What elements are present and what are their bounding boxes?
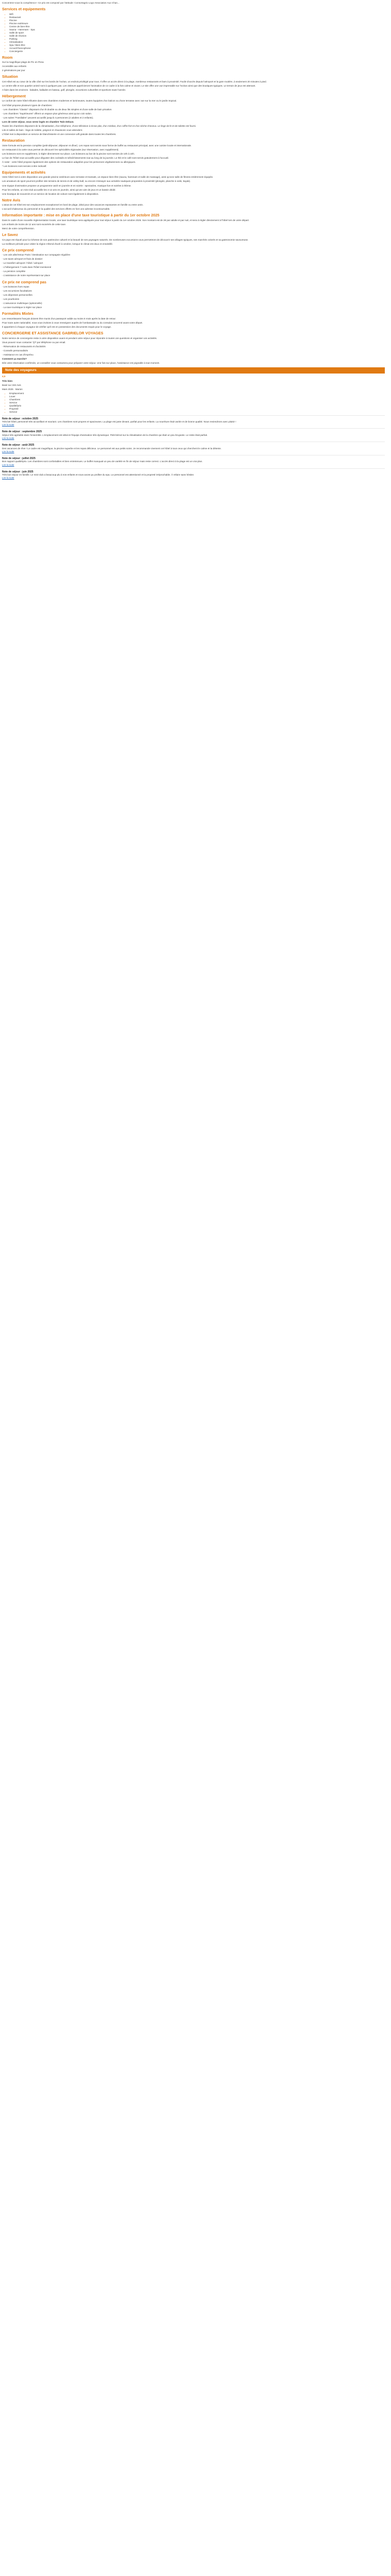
notes-summary (2, 375, 385, 413)
paragraph: - Les dépenses personnelles (2, 294, 32, 297)
read-more-link[interactable]: Lire la suite (2, 450, 14, 453)
review-item (2, 468, 385, 480)
paragraph: Cet hôtel propose plusieurs types de chambres : (2, 104, 53, 107)
paragraph: - Les chambres "Supérieures" offrent un espace plus généreux ainsi qu'un coin salon. (2, 112, 92, 115)
ce-prix-non-title: Ce prix ne comprend pas (2, 279, 46, 284)
service-item: • Piscine (9, 19, 385, 22)
paragraph: - L'assistance de notre représentant sur place (2, 274, 51, 277)
service-item: • Restaurant (9, 16, 385, 19)
notre-avis-title: Notre Avis (2, 197, 21, 202)
review-item (2, 442, 385, 453)
paragraph: Votre hôtel met à votre disposition une grande piscine extérieure avec terrasse et transats, un espace bien-être (sauna, hammam et salle de massage), ainsi qu'une salle de fitness entièrement équipée. (2, 176, 214, 179)
notes-criteria-list (2, 392, 385, 414)
service-item: • Spa / Bien-être (9, 44, 385, 47)
restauration-note: * Les boissons sont servies à titre indicatif. (2, 164, 47, 167)
paragraph: Ce pays est réputé pour la richesse de son patrimoine culturel et la beauté de ses paysages naturels. De nombreuses excursions vous permettront de découvrir ses villages typiques, ses marchés colorés et sa gastronomie savoureuse. (2, 238, 249, 241)
formalites-title: Formalités Mixtes (2, 311, 34, 316)
criteria-item: • Qualité/prix (9, 404, 385, 408)
service-item: • Conciergerie (9, 50, 385, 53)
review-title: Note de séjour : juillet 2025 (2, 456, 36, 460)
review-body: Bon rapport qualité/prix. Les chambres sont confortables et bien entretenues. Le buffet manquait un peu de variété en fin de séjour mais reste correct. L'accès direct à la plage est un vrai plus. (2, 460, 203, 463)
info-importante-section (2, 213, 385, 230)
hebergement-extra: Toutes les chambres disposent de la climatisation, d'un téléphone, d'une télévision à écran plat, d'un minibar, d'un coffre-fort et d'un sèche-cheveux. Le linge de lit et de toilette est fourni. (2, 124, 197, 127)
paragraph: - L'assurance multirisque (optionnelle) (2, 302, 42, 305)
paragraph: Cet Hôtel est au cœur de la ville côté sur les bords de l'océan, un endroit privilégié pour tous. Il offre un accès direct à la plage, nombreux restaurants et bars à proximité. Facile d'accès depuis l'aéroport et la gare routière, à seulement 20 minutes à pied. (2, 80, 267, 83)
paragraph: - Le transfert aéroport / hôtel / aéroport (2, 262, 43, 265)
hebergement-note: Lors de votre séjour, vous serez logés en chambre Twin Deluxe. (2, 120, 74, 123)
paragraph: - Les suites "Familiales" peuvent accueillir jusqu'à 4 personnes (2 adultes et 2 enfants). (2, 116, 94, 119)
ce-prix-section (2, 248, 385, 278)
paragraph: Pour les enfants, un mini-club accueille les 4-12 ans en journée, ainsi qu'une aire de jeux et un bassin dédié. (2, 188, 116, 191)
review-title: Note de séjour : octobre 2025 (2, 417, 39, 420)
read-more-link[interactable]: Lire la suite (2, 463, 14, 466)
room-p3: 2 générations par jour (2, 69, 25, 72)
paragraph: Les enfants de moins de 12 ans sont exonérés de cette taxe. (2, 223, 67, 226)
review-title: Note de séjour : septembre 2025 (2, 430, 42, 434)
conciergerie-section (2, 331, 385, 365)
info-importante-paragraphs (2, 219, 385, 230)
read-more-link[interactable]: Lire la suite (2, 423, 14, 427)
paragraph: Un restaurant à la carte vous permet de découvrir les spécialités régionales (sur réservation, avec supplément). (2, 148, 119, 151)
room-title: Room (2, 55, 13, 60)
paragraph: - Les pourboires (2, 298, 20, 301)
services-list (2, 13, 385, 53)
situation-section (2, 74, 385, 92)
restauration-title: Restauration (2, 138, 25, 143)
intro-text: Concentrez-vous la compétence ! Ce prix est composé par l'attitude: Consortagrio Logo Association Aux Chan... (2, 2, 120, 4)
paragraph: Notre service de conciergerie reste à votre disposition avant et pendant votre séjour pour répondre à toutes vos questions et organiser vos activités. (2, 336, 157, 340)
paragraph: Vous pouvez nous contacter 7j/7 par téléphone ou par email. (2, 341, 66, 344)
service-item: • Accueil francophone (9, 47, 385, 50)
paragraph: Merci de votre compréhension. (2, 227, 35, 230)
paragraph: L'accueil chaleureux du personnel et la qualité des services offerts en font une adresse incontournable. (2, 208, 110, 211)
paragraph: - L'hébergement 7 nuits dans l'hôtel mentionné (2, 266, 52, 269)
ce-prix-non-paragraphs (2, 285, 385, 309)
notes-count: Très bien (2, 379, 13, 382)
le-savez-paragraphs (2, 239, 385, 246)
service-item: • Sauna - Hammam - Spa (9, 28, 385, 31)
review-divider (2, 428, 385, 429)
formalites-paragraphs (2, 317, 385, 329)
criteria-item: • Emplacement (9, 392, 385, 395)
criteria-item: • Louer (9, 395, 385, 398)
review-divider (2, 468, 385, 469)
review-title: Note de séjour : août 2025 (2, 444, 35, 447)
paragraph: - Les taxes aéroport et frais de dossier (2, 258, 43, 261)
restauration-section (2, 138, 385, 168)
services-title: Services et equipements (2, 7, 46, 12)
paragraph: Les boissons sont en supplément, à régler directement sur place. Les boissons au bar de la piscine sont servies de 10h à 22h. (2, 152, 135, 155)
criteria-item: • Service (9, 401, 385, 404)
paragraph: - Les chambres "Classic" disposant d'un lit double ou de deux lits simples et d'une salle de bain privative. (2, 108, 112, 111)
conciergerie-comment-title: Comment ça marche? (2, 357, 27, 360)
notes-score: 4,5 (2, 375, 6, 378)
review-title: Note de séjour : juin 2025 (2, 470, 34, 473)
equipements-section (2, 170, 385, 196)
notes-bar (2, 367, 385, 374)
room-p2: Accessible aux enfants (2, 65, 26, 68)
ce-prix-title: Ce prix comprend (2, 247, 34, 252)
criteria-item: • Propreté (9, 408, 385, 411)
notes-based-on: Basé sur 333 Avis (2, 383, 21, 386)
paragraph: Une équipe d'animation propose un programme varié en journée et en soirée : spectacles, musique live et soirées à thème. (2, 184, 132, 187)
hebergement-title: Hébergement (2, 93, 26, 98)
paragraph: La meilleure période pour visiter la région s'étend d'avril à octobre, lorsque le climat est doux et ensoleillé. (2, 242, 113, 245)
service-item: • Piscine extérieure (9, 22, 385, 25)
paragraph: - Les excursions facultatives (2, 290, 32, 293)
paragraph: Dans le cadre d'une nouvelle réglementation locale, une taxe touristique sera appliquée pour tout séjour à partir du 1er octobre 2025. Son montant est de 2€ par adulte et par nuit, et sera à régler directement à l'hôtel lors de votre départ. (2, 218, 250, 222)
conciergerie-comment: Dès votre réservation confirmée, un conseiller vous contactera pour préparer votre séjour. Une fois sur place, l'assistance est joignable à tout moment. (2, 361, 160, 364)
ce-prix-non-section (2, 280, 385, 310)
paragraph: - Assistance en cas d'imprévu (2, 353, 34, 356)
hebergement-section (2, 94, 385, 136)
hebergement-paragraphs (2, 99, 385, 119)
review-body: Très bon séjour en famille. Le mini-club a beaucoup plu à nos enfants et nous avons pu profiter du spa. Le personnel est attentionné et la propreté irréprochable. À refaire sans hésiter. (2, 473, 194, 477)
le-savez-section (2, 232, 385, 246)
page (0, 0, 387, 482)
room-section (2, 55, 385, 73)
le-savez-title: Le Savez (2, 232, 18, 237)
paragraph: Le centre-ville et son quartier animé sont à quelques pas. Les visiteurs apprécieront l'animation de ce cadre à la fois calme et vivant. Le site offre une vue imprenable sur l'océan ainsi que des boutiques typiques. Le terrain de jeux est attenant. (2, 84, 256, 87)
notes-bar-label: Note des voyageurs (5, 368, 37, 372)
paragraph: - Les boissons hors repas (2, 285, 29, 288)
criteria-item: • Service (9, 411, 385, 414)
notre-avis-section (2, 198, 385, 211)
review-item (2, 455, 385, 467)
paragraph: Le confort de notre hôtel s'illustre dans ses chambres modernes et lumineuses, toutes équipées d'un balcon ou d'une terrasse avec vue sur la mer ou le jardin tropical. (2, 99, 177, 103)
paragraph: À noter : votre hôtel propose également des options de restauration adaptées pour les personnes végétariennes ou allergiques. (2, 160, 136, 163)
hebergement-extra2: Lits et salles de bain : linge de toilette, peignoir et chaussons vous attendent. (2, 128, 83, 131)
notes-date: Mars 2025 · Marion (2, 387, 23, 391)
restauration-paragraphs (2, 144, 385, 164)
paragraph: Votre formule est la pension complète (petit-déjeuner, déjeuner et dîner). Les repas sont servis sous forme de buffet au restaurant principal, avec une cuisine locale et internationale. (2, 144, 192, 147)
paragraph: Les amateurs de sport pourront profiter des terrains de tennis et de volley-ball, ou encore s'essayer aux activités nautiques proposées à proximité (plongée, planche à voile, kayak). (2, 180, 191, 183)
paragraph: L'atout de cet hôtel est son emplacement exceptionnel en bord de plage, idéal pour des vacances reposantes en famille ou entre amis. (2, 204, 143, 207)
review-item (2, 415, 385, 427)
paragraph: Les ressortissants français doivent être munis d'un passeport valide au moins 6 mois après la date de retour. (2, 317, 116, 320)
formalites-section (2, 311, 385, 329)
read-more-link[interactable]: Lire la suite (2, 477, 14, 480)
situation-title: Situation (2, 74, 18, 79)
ce-prix-paragraphs (2, 253, 385, 277)
paragraph: A faire dans les environs : balades, ballades en bateau, golf, plongée, excursions culturelles et sportives toute l'année. (2, 88, 126, 91)
paragraph: - La pension complète (2, 270, 26, 273)
review-body: Séjour très agréable dans l'ensemble. L'emplacement est idéal et l'équipe d'animation très dynamique. Petit bémol sur la climatisation de la chambre qui était un peu bruyante. Le reste était parfait. (2, 434, 208, 437)
reviews-list (2, 415, 385, 480)
service-item: • Climatisation (9, 41, 385, 44)
service-item: • Salle de sport (9, 31, 385, 35)
service-item: • Parking (9, 38, 385, 41)
notre-avis-paragraphs (2, 204, 385, 211)
paragraph: Il appartient à chaque voyageur de vérifier qu'il est en possession des documents requis pour le voyage. (2, 326, 112, 328)
paragraph: Pour toute autre nationalité, nous vous invitons à vous renseigner auprès de l'ambassade ou du consulat concerné avant votre départ. (2, 321, 143, 324)
services-section (2, 7, 385, 53)
conciergerie-title: CONCIERGERIE ET ASSISTANCE GABRIELOR VOYAGES (2, 331, 104, 336)
service-item: • Salle de réunion (9, 35, 385, 38)
info-importante-title: Information importante : mise en place d'une taxe touristique à partir du 1er octobre 2025 (2, 213, 159, 218)
read-more-link[interactable]: Lire la suite (2, 437, 14, 440)
paragraph: - Les vols aller/retour Paris / Destination sur compagnie régulière (2, 253, 71, 257)
criteria-item: • Chambres (9, 398, 385, 401)
paragraph: - Conseils personnalisés (2, 349, 28, 352)
service-item: • Centre de bien-être (9, 25, 385, 28)
review-item (2, 428, 385, 440)
room-p1: Sur la magnifique plage de Pic en Pena (2, 61, 44, 64)
conciergerie-paragraphs (2, 337, 385, 357)
review-body: Très bel hôtel, personnel très accueillant et souriant. Les chambres sont propres et spacieuses. La plage est juste devant, parfait pour les enfants. La nourriture était variée et de bonne qualité. Nous reviendrons avec plaisir ! (2, 420, 236, 423)
review-body: Des vacances de rêve ! Le cadre est magnifique, la piscine superbe et les repas délicieux. Le personnel est aux petits soins. Je recommande vivement cet hôtel à tous ceux qui cherchent le calme et la détente. (2, 447, 222, 450)
paragraph: Une boutique de souvenirs et un service de location de voiture sont également à disposition. (2, 192, 99, 195)
paragraph: - Réservation de restaurants et d'activités (2, 345, 46, 348)
equipements-paragraphs (2, 176, 385, 195)
situation-paragraphs (2, 80, 385, 92)
equipements-title: Equipements et activités (2, 170, 46, 175)
review-divider (2, 415, 385, 416)
paragraph: Le bar de l'hôtel vous accueille pour déguster des cocktails et rafraîchissements tout au long de la journée. Le thé et le café sont servis gratuitement à l'accueil. (2, 156, 169, 159)
paragraph: - La taxe touristique à régler sur place (2, 306, 42, 309)
service-item: • Wifi (9, 13, 385, 16)
hebergement-extra3: L'hôtel met à disposition un service de blanchisserie et une connexion wifi gratuite dans toutes les chambres. (2, 132, 117, 135)
